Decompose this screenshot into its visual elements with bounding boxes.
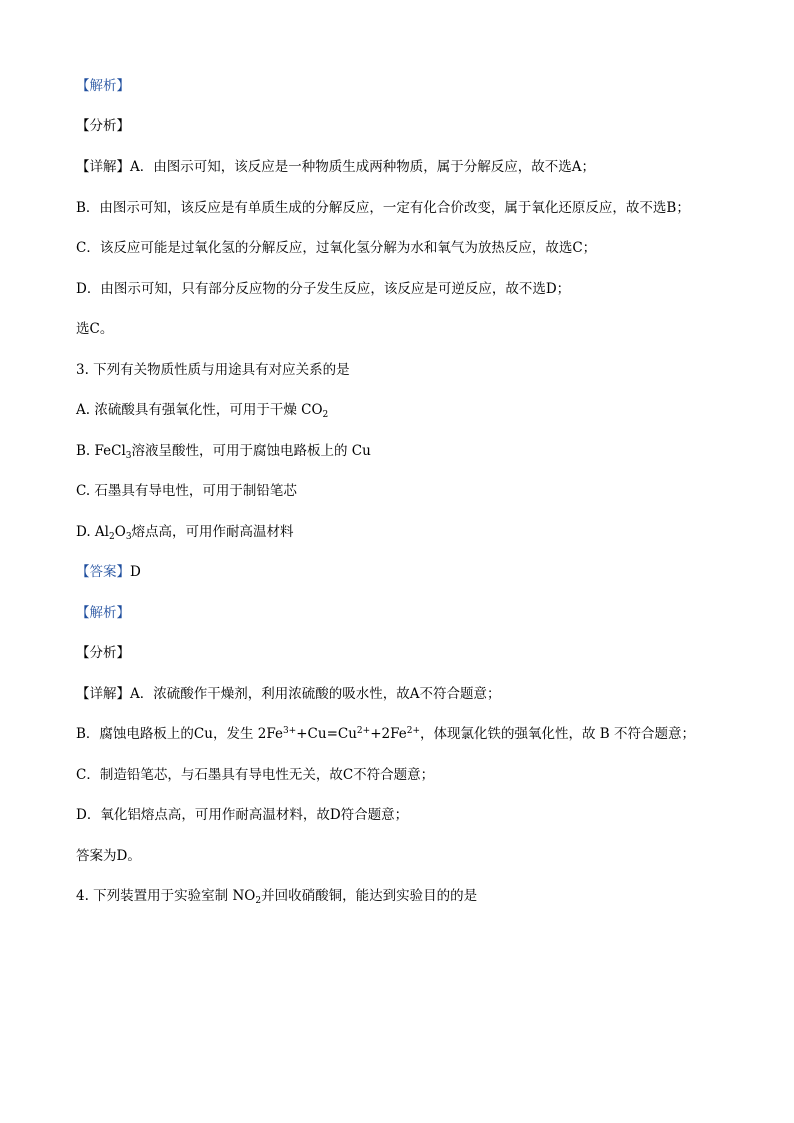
q3-detail-a-line: [76, 685, 501, 703]
q3-option-d-sub1: 2: [109, 532, 115, 542]
q3-stem: 3. 下列有关物质性质与用途具有对应关系的是: [76, 362, 350, 378]
q2-detail-a-line: [76, 158, 595, 176]
q3-detail-b-sup2: 2+: [356, 726, 371, 736]
q3-option-a-text: A. 浓硫酸具有强氧化性，可用于干燥 CO: [76, 402, 323, 418]
q3-stem-line: [76, 361, 350, 379]
q3-detail-c-line: [76, 766, 434, 784]
q4-stem-sub: 2: [255, 896, 262, 906]
q3-option-b: [76, 442, 371, 460]
q3-option-d-mid: O: [114, 524, 126, 540]
q4-stem-pre: 4. 下列装置用于实验室制 NO: [76, 888, 256, 904]
q3-detail-b-sup1: 3+: [282, 726, 297, 736]
q4-stem-line: [76, 887, 477, 905]
q2-detail-d-line: [76, 280, 570, 298]
q3-conclusion-line: [76, 847, 141, 865]
q2-detail-b: B．由图示可知，该反应是有单质生成的分解反应，一定有化合价改变，属于氧化还原反应，故不选B；: [76, 200, 690, 216]
q3-detail-b-4: ，体现氯化铁的强氧化性，故 B 不符合题意；: [420, 726, 696, 742]
q3-detail-d: D．氧化铝熔点高，可用作耐高温材料，故D符合题意；: [76, 807, 409, 823]
q3-answer-value: D: [130, 564, 141, 580]
q2-jiexi-label: 【解析】: [76, 78, 130, 94]
q3-answer-label: 【答案】: [76, 564, 130, 580]
q2-conclusion: 选C。: [76, 321, 114, 337]
q3-jiexi-label: 【解析】: [76, 605, 130, 621]
q3-option-c: [76, 482, 297, 500]
q2-detail-d: D．由图示可知，只有部分反应物的分子发生反应，该反应是可逆反应，故不选D；: [76, 281, 571, 297]
q3-option-d-post: 熔点高，可用作耐高温材料: [131, 524, 294, 540]
q2-fenxi-label: 【分析】: [76, 118, 130, 134]
q2-detail-c-line: [76, 239, 596, 257]
q3-option-a: [76, 401, 328, 419]
q2-detail-a: A．由图示可知，该反应是一种物质生成两种物质，属于分解反应，故不选A；: [130, 159, 595, 175]
q2-jiexi-heading: [76, 77, 130, 95]
q4-stem-post: 并回收硝酸铜，能达到实验目的的是: [261, 888, 478, 904]
q2-conclusion-line: [76, 320, 113, 338]
q2-fenxi-heading: [76, 117, 130, 135]
q2-detail-b-line: [76, 199, 690, 217]
q2-detail-label: 【详解】: [76, 159, 130, 175]
q3-fenxi-label: 【分析】: [76, 645, 130, 661]
q3-option-d-pre: D. Al: [76, 524, 109, 540]
q3-detail-d-line: [76, 806, 408, 824]
q3-option-d-sub2: 3: [125, 532, 132, 542]
q3-fenxi-heading: [76, 644, 130, 662]
q2-detail-c: C．该反应可能是过氧化氢的分解反应，过氧化氢分解为水和氧气为放热反应，故选C；: [76, 240, 597, 256]
q3-detail-b-3: +2Fe: [370, 726, 407, 742]
q3-detail-a: A．浓硫酸作干燥剂，利用浓硫酸的吸水性，故A不符合题意；: [130, 686, 501, 702]
q3-option-b-pre: B. FeCl: [76, 443, 126, 459]
q3-option-b-post: 溶液呈酸性，可用于腐蚀电路板上的 Cu: [131, 443, 371, 459]
q3-detail-b-2: +Cu=Cu: [296, 726, 357, 742]
q3-detail-b-1: B．腐蚀电路板上的Cu，发生 2Fe: [76, 726, 283, 742]
q3-option-a-sub: 2: [322, 410, 329, 420]
q3-answer-line: [76, 563, 141, 581]
q3-jiexi-heading: [76, 604, 130, 622]
q3-detail-c: C．制造铅笔芯，与石墨具有导电性无关，故C不符合题意；: [76, 767, 435, 783]
q3-detail-b-line: [76, 725, 695, 743]
q3-option-d: [76, 523, 294, 541]
q3-option-c-text: C. 石墨具有导电性，可用于制铅笔芯: [76, 483, 297, 499]
q3-conclusion: 答案为D。: [76, 848, 141, 864]
q3-option-b-sub: 3: [125, 451, 132, 461]
q3-detail-b-sup3: 2+: [406, 726, 420, 736]
q3-detail-label: 【详解】: [76, 686, 130, 702]
